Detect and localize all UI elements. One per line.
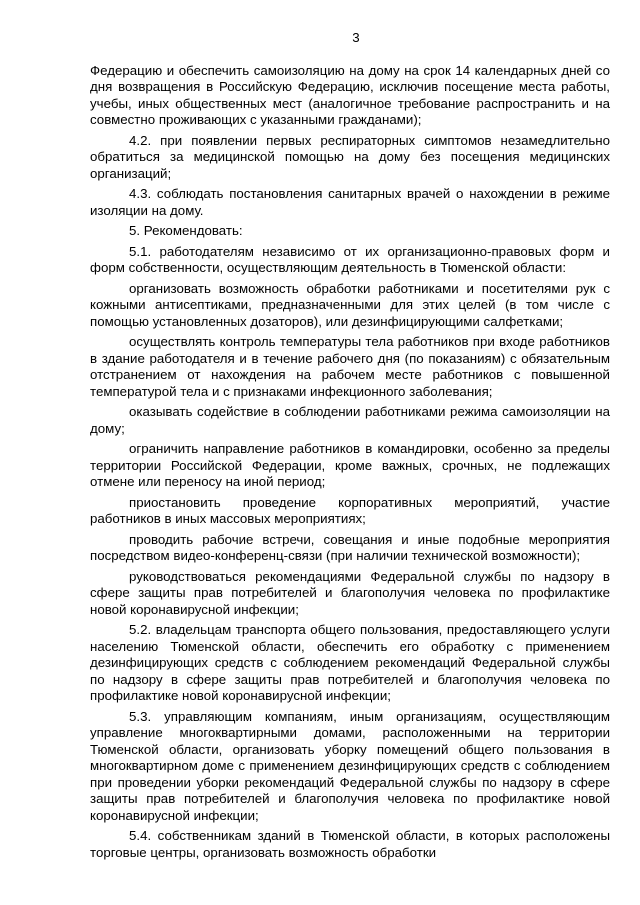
paragraph: 5.2. владельцам транспорта общего пользования, предоставляющего услуги населению Тюменской области, обеспечить его обработку с применением дезинфицирующих средств с соблюдением рекомендаций Федеральной службы по надзору в сфере защиты прав потребителей и благополучия человека по профилактике новой коронавирусной инфекции; [90, 622, 610, 703]
paragraph: 5.3. управляющим компаниям, иным организациям, осуществляющим управление многоквартирными домами, расположенными на территории Тюменской области, организовать уборку помещений общего пользования в многоквартирном доме с применением дезинфицирующих средств с соблюдением при проведении уборки рекомендаций Федеральной службы по надзору в сфере защиты прав потребителей и благополучия человека по профилактике новой коронавирусной инфекции; [90, 708, 610, 823]
paragraph: организовать возможность обработки работниками и посетителями рук с кожными антисептиками, предназначенными для этих целей (в том числе с помощью установленных дозаторов), или дезинфицирующими салфетками; [90, 280, 610, 329]
page-number: 3 [352, 30, 360, 45]
paragraph: 4.2. при появлении первых респираторных симптомов незамедлительно обратиться за медицинской помощью на дому без посещения медицинских организаций; [90, 132, 610, 181]
paragraph: осуществлять контроль температуры тела работников при входе работников в здание работодателя и в течение рабочего дня (по показаниям) с обязательным отстранением от нахождения на рабочем месте работников с повышенной температурой тела и с признаками инфекционного заболевания; [90, 334, 610, 399]
paragraph: 4.3. соблюдать постановления санитарных врачей о нахождении в режиме изоляции на дому. [90, 186, 610, 218]
document-body [90, 63, 610, 862]
paragraph: проводить рабочие встречи, совещания и иные подобные мероприятия посредством видео-конференц-связи (при наличии технической возможности); [90, 531, 610, 563]
paragraph: Федерацию и обеспечить самоизоляцию на дому на срок 14 календарных дней со дня возвращения в Российскую Федерацию, исключив посещение места работы, учебы, иных общественных мест (аналогичное требование распространить и на совместно проживающих с указанными гражданами); [90, 62, 610, 127]
paragraph: 5.1. работодателям независимо от их организационно-правовых форм и форм собственности, осуществляющим деятельность в Тюменской области: [90, 243, 610, 275]
paragraph: приостановить проведение корпоративных мероприятий, участие работников в иных массовых мероприятиях; [90, 494, 610, 526]
paragraph: 5.4. собственникам зданий в Тюменской области, в которых расположены торговые центры, организовать возможность обработки [90, 828, 610, 860]
paragraph: оказывать содействие в соблюдении работниками режима самоизоляции на дому; [90, 404, 610, 436]
paragraph: 5. Рекомендовать: [129, 223, 243, 238]
paragraph: ограничить направление работников в командировки, особенно за пределы территории Российской Федерации, кроме важных, срочных, не подлежащих отмене или переносу на иной период; [90, 441, 610, 489]
paragraph: руководствоваться рекомендациями Федеральной службы по надзору в сфере защиты прав потребителей и благополучия человека по профилактике новой коронавирусной инфекции; [90, 568, 610, 617]
